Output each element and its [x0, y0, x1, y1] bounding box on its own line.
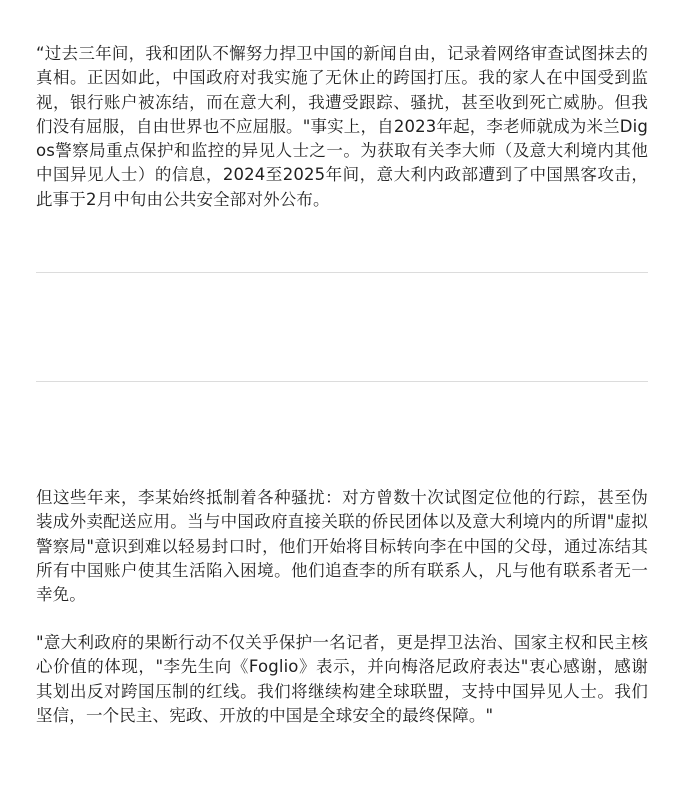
article-paragraph: 但这些年来，李某始终抵制着各种骚扰：对方曾数十次试图定位他的行踪，甚至伪装成外卖配送应用。当与中国政府直接关联的侨民团体以及意大利境内的所谓"虚拟警察局"意识到难以轻易封口时，他们开始将目标转向李在中国的父母，通过冻结其所有中国账户使其生活陷入困境。他们追查李的所有联系人，凡与他有联系者无一幸免。 [36, 488, 648, 605]
divider [36, 272, 648, 273]
divider [36, 381, 648, 382]
article-paragraph: “过去三年间，我和团队不懈努力捍卫中国的新闻自由，记录着网络审查试图抹去的真相。正因如此，中国政府对我实施了无休止的跨国打压。我的家人在中国受到监视，银行账户被冻结，而在意大利，我遭受跟踪、骚扰，甚至收到死亡威胁。但我们没有屈服，自由世界也不应屈服。"事实上，自2023年起，李老师就成为米兰Digos警察局重点保护和监控的异见人士之一。为获取有关李大师（及意大利境内其他中国异见人士）的信息，2024至2025年间，意大利内政部遭到了中国黑客攻击，此事于2月中旬由公共安全部对外公布。 [36, 44, 648, 209]
article-paragraph: "意大利政府的果断行动不仅关乎保护一名记者，更是捍卫法治、国家主权和民主核心价值的体现，"李先生向《Foglio》表示，并向梅洛尼政府表达"衷心感谢，感谢其划出反对跨国压制的红线。我们将继续构建全球联盟，支持中国异见人士。我们坚信，一个民主、宪政、开放的中国是全球安全的最终保障。" [36, 633, 648, 725]
